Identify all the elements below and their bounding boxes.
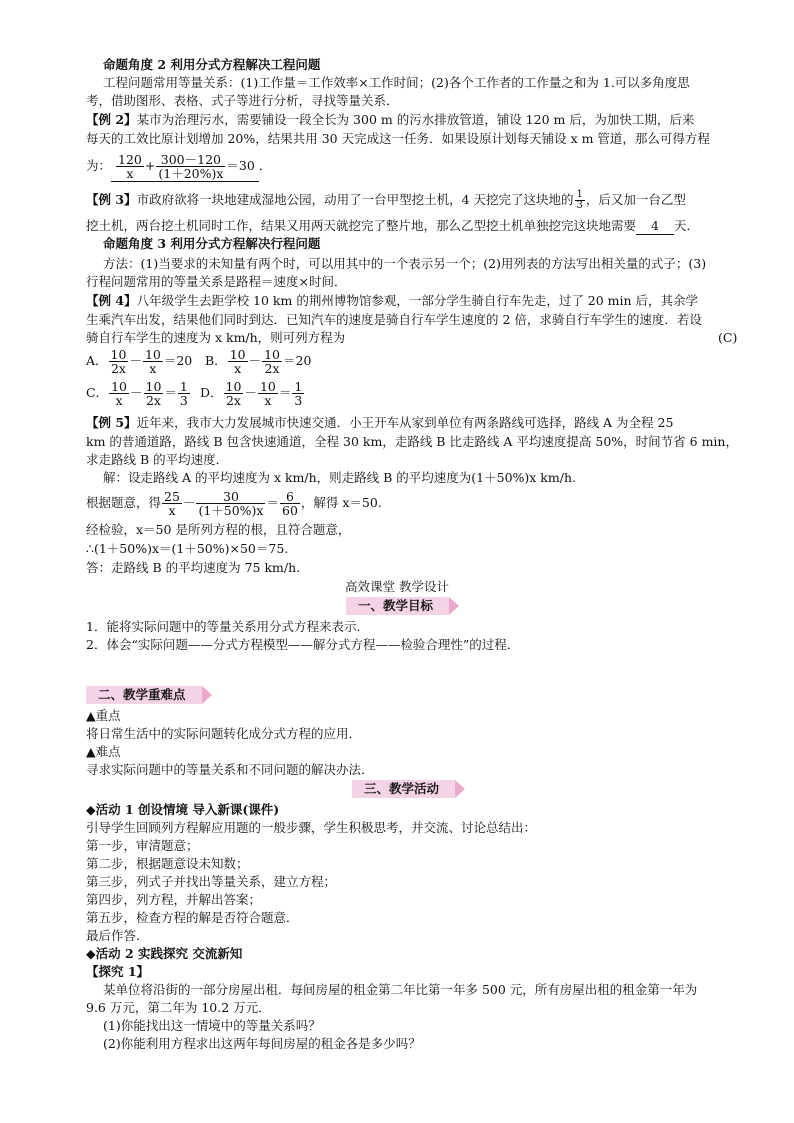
example-3-line: 挖土机，两台挖土机同时工作，结果又用两天就挖完了整片地，那么乙型挖土机单独挖完这块地需要 4 天． bbox=[86, 218, 700, 233]
banner-teaching-activities: 三、教学活动 bbox=[352, 780, 455, 798]
example-4-line: 生乘汽车出发，结果他们同时到达．已知汽车的速度是骑自行车学生速度的 2 倍，求骑自行车学生的速度．若设 bbox=[86, 312, 702, 327]
example-5-line: 求走路线 B 的平均速度． bbox=[86, 452, 229, 467]
fraction: $\frac{1}{3}$ bbox=[294, 379, 303, 408]
page-heading: 高效课堂 教学设计 bbox=[345, 579, 449, 594]
step-item: 最后作答． bbox=[86, 928, 149, 943]
paragraph-line: 方法：(1)当要求的未知量有两个时，可以用其中的一个表示另一个；(2)用列表的方法写出相关量的式子；(3) bbox=[103, 256, 707, 271]
answer-blank: $\frac{120}{x}$ + $\frac{300-120}{(1+20\%)x}$ ＝30 bbox=[111, 151, 259, 182]
option-b: B． $\frac{10}{x}$ － $\frac{10}{2x}$ ＝20 bbox=[205, 347, 312, 376]
example-2-equation: 为： $\frac{120}{x}$ + $\frac{300-120}{(1+20\%)x}$ ＝30 ． bbox=[86, 152, 272, 181]
example-4-line: 【例 4】八年级学生去距学校 10 km 的荆州博物馆参观，一部分学生骑自行车先走，过了 20 min 后，其余学 bbox=[86, 293, 699, 308]
example-tag: 【例 5】 bbox=[86, 415, 137, 430]
banner-key-difficult: 二、教学重难点 bbox=[86, 686, 202, 704]
fraction: $\frac{10}{x}$ bbox=[111, 379, 127, 408]
goal-item: 1．能将实际问题中的等量关系用分式方程来表示． bbox=[86, 619, 369, 634]
fraction: $\frac{10}{2x}$ bbox=[225, 379, 242, 408]
paragraph-line: 引导学生回顾列方程解应用题的一般步骤，学生积极思考，并交流、讨论总结出： bbox=[86, 820, 537, 835]
step-item: 第二步，根据题意设未知数； bbox=[86, 856, 249, 871]
example-5-line: 【例 5】近年来，我市大力发展城市快速交通．小王开车从家到单位有两条路线可选择，路线 A 为全程 25 bbox=[86, 415, 674, 430]
paragraph-line: 9.6 万元，第二年为 10.2 万元． bbox=[86, 1000, 271, 1015]
paragraph-line: 行程问题常用的等量关系是路程＝速度×时间． bbox=[86, 274, 347, 289]
example-3-line: 【例 3】市政府欲将一块地建成湿地公园，动用了一台甲型挖土机，4 天挖完了这块地的 $\frac{1}{3}$ ，后又加一台乙型 bbox=[86, 189, 686, 211]
activity-2-title: ◆活动 2 实践探究 交流新知 bbox=[86, 946, 243, 961]
fraction: $\frac{10}{x}$ bbox=[144, 347, 161, 376]
solution-line: 经检验，x＝50 是所列方程的根，且符合题意， bbox=[86, 522, 351, 537]
paragraph-line: 某单位将沿街的一部分房屋出租．每间房屋的租金第二年比第一年多 500 元，所有房屋出租的租金第一年为 bbox=[103, 982, 698, 997]
fraction: $\frac{6}{60}$ bbox=[282, 489, 298, 518]
question-item: (1)你能找出这一情境中的等量关系吗？ bbox=[103, 1018, 321, 1033]
example-2-line: 每天的工效比原计划增加 20%，结果共用 30 天完成这一任务．如果设原计划每天铺设 x m 管道，那么可得方程 bbox=[86, 131, 710, 146]
example-5-line: km 的普通道路，路线 B 包含快速通道，全程 30 km，走路线 B 比走路线 A 平均速度提高 50%，时间节省 6 min， bbox=[86, 434, 738, 449]
key-point-label: ▲重点 bbox=[86, 708, 121, 723]
fraction: $\frac{25}{x}$ bbox=[164, 489, 180, 518]
banner-teaching-goals: 一、教学目标 bbox=[346, 597, 449, 615]
fraction: $\frac{10}{2x}$ bbox=[145, 379, 162, 408]
solution-equation: 根据题意，得 $\frac{25}{x}$ － $\frac{30}{(1+50\%)x}$ ＝ $\frac{6}{60}$ ，解得 x＝50. bbox=[86, 489, 382, 518]
example-tag: 【例 4】 bbox=[86, 293, 137, 308]
step-item: 第四步，列方程，并解出答案； bbox=[86, 892, 262, 907]
step-item: 第五步，检查方程的解是否符合题意． bbox=[86, 910, 299, 925]
fraction: $\frac{300-120}{(1+20\%)x}$ bbox=[158, 152, 224, 181]
answer-blank: 4 bbox=[636, 218, 674, 235]
example-tag: 【例 3】 bbox=[86, 192, 137, 207]
example-2-line: 【例 2】某市为治理污水，需要铺设一段全长为 300 m 的污水排放管道，铺设 120 m 后，为加快工期，后来 bbox=[86, 112, 695, 127]
explore-1-label: 【探究 1】 bbox=[86, 964, 150, 979]
step-item: 第一步，审清题意； bbox=[86, 838, 199, 853]
option-c: C． $\frac{10}{x}$ － $\frac{10}{2x}$ ＝ $\frac{1}{3}$ bbox=[86, 379, 188, 408]
step-item: 第三步，列式子并找出等量关系，建立方程； bbox=[86, 874, 337, 889]
solution-line: ∴(1＋50%)x＝(1＋50%)×50＝75. bbox=[86, 541, 289, 556]
solution-line: 解：设走路线 A 的平均速度为 x km/h，则走路线 B 的平均速度为(1＋50%)x km/h. bbox=[103, 470, 576, 485]
paragraph-line: 工程问题常用等量关系：(1)工作量＝工作效率×工作时间；(2)各个工作者的工作量之和为 1.可以多角度思 bbox=[103, 75, 690, 90]
fraction: $\frac{10}{x}$ bbox=[229, 347, 246, 376]
fraction: $\frac{1}{3}$ bbox=[576, 189, 583, 211]
fraction: $\frac{120}{x}$ bbox=[118, 152, 142, 181]
answer-choice: (C) bbox=[718, 330, 738, 345]
activity-1-title: ◆活动 1 创设情境 导入新课(课件) bbox=[86, 802, 280, 817]
question-item: (2)你能利用方程求出这两年每间房屋的租金各是多少吗？ bbox=[103, 1036, 421, 1051]
fraction: $\frac{10}{x}$ bbox=[259, 379, 276, 408]
difficult-point-text: 寻求实际问题中的等量关系和不同问题的解决办法． bbox=[86, 762, 374, 777]
section-title-travel: 命题角度 3 利用分式方程解决行程问题 bbox=[103, 236, 321, 251]
difficult-point-label: ▲难点 bbox=[86, 744, 121, 759]
fraction: $\frac{10}{2x}$ bbox=[264, 347, 281, 376]
option-d: D． $\frac{10}{2x}$ － $\frac{10}{x}$ ＝ $\frac{1}{3}$ bbox=[200, 379, 303, 408]
paragraph-line: 考，借助图形、表格、式子等进行分析，寻找等量关系． bbox=[86, 93, 399, 108]
section-title-engineering: 命题角度 2 利用分式方程解决工程问题 bbox=[103, 57, 321, 72]
fraction: $\frac{30}{(1+50\%)x}$ bbox=[198, 489, 264, 518]
goal-item: 2．体会“实际问题——分式方程模型——解分式方程——检验合理性”的过程． bbox=[86, 637, 520, 652]
key-point-text: 将日常生活中的实际问题转化成分式方程的应用． bbox=[86, 726, 362, 741]
fraction: $\frac{10}{2x}$ bbox=[110, 347, 127, 376]
example-tag: 【例 2】 bbox=[86, 112, 137, 127]
solution-line: 答：走路线 B 的平均速度为 75 km/h. bbox=[86, 560, 301, 575]
fraction: $\frac{1}{3}$ bbox=[179, 379, 188, 408]
example-4-line: 骑自行车学生的速度为 x km/h，则可列方程为 bbox=[86, 330, 346, 345]
option-a: A． $\frac{10}{2x}$ － $\frac{10}{x}$ ＝20 bbox=[86, 347, 193, 376]
